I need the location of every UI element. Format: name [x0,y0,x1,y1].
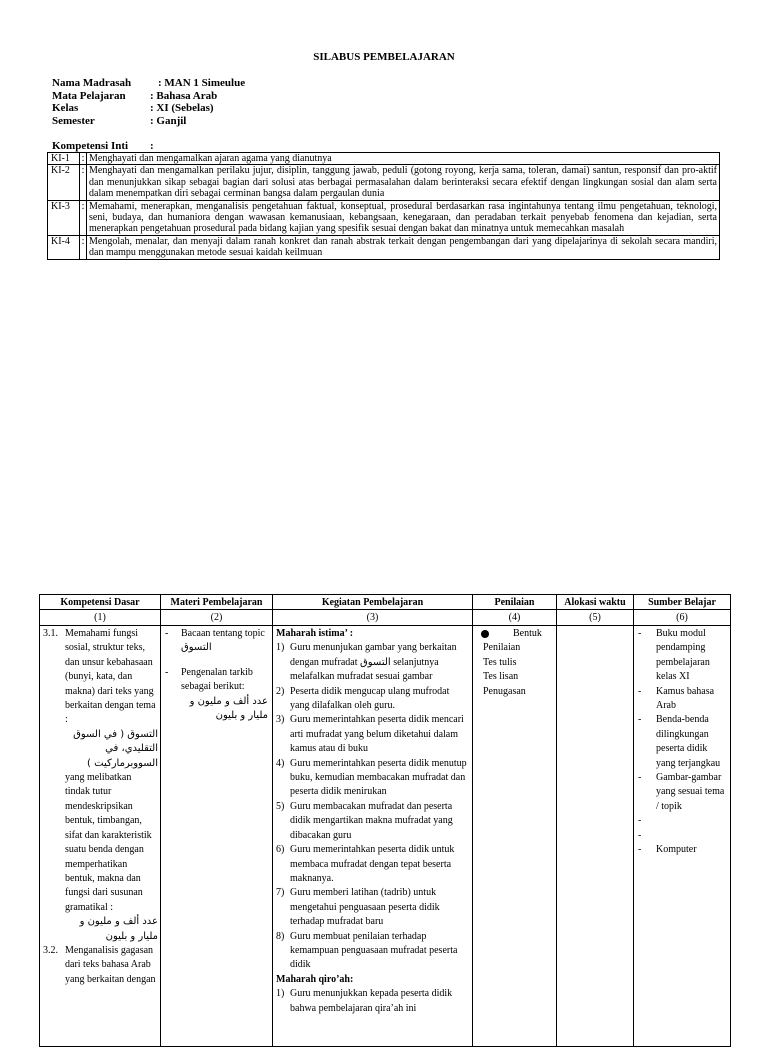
kd-item [43,627,158,944]
step-text: Guru menunjukan gambar yang berkaitan dengan mufradat التسوق selanjutnya melafalkan mufradat sesuai gambar [290,642,457,683]
materi-arabic: عدد ألف و مليون و مليار و بليون [189,695,268,722]
column-number: (5) [557,610,634,626]
ki-text: Menghayati dan mengamalkan perilaku jujur, disiplin, tanggung jawab, peduli (gotong royong, kerja sama, toleran, damai) santun, responsif dan pro-aktif dan menunjukkan sikap sebagai bagian dari solusi atas berbagai permasalahan dalam berinteraksi secara efektif dengan lingkungan sosial dan alam serta dalam menempatkan diri sebagai cerminan bangsa dalam pergaulan dunia [87,165,720,200]
step-text: Guru menunjukkan kepada peserta didik bahwa pembelajaran qira’ah ini [290,988,453,1014]
materi-text: Bacaan tentang topic [181,628,265,639]
kegiatan-step [276,800,468,843]
step-number: 8) [276,930,285,942]
kegiatan-step [276,713,468,756]
kompetensi-dasar-cell [40,626,161,1047]
step-number: 3) [276,714,285,726]
materi-text: Pengenalan tarkib sebagai berikut: [181,666,253,693]
step-text: Guru memerintahkan peserta didik untuk membaca mufradat dengan tepat beserta maknanya. [290,844,455,884]
ki-heading [52,140,154,152]
ki-heading-label: Kompetensi Inti [52,140,129,152]
identity-row-madrasah [52,77,246,90]
ki-code: KI-3 [48,200,80,235]
column-number-row [40,610,731,626]
ki-text: Menghayati dan mengamalkan ajaran agama yang dianutnya [87,153,720,165]
sumber-text: Komputer [656,844,697,856]
kegiatan-step [276,757,468,800]
kegiatan-step [276,685,468,714]
sumber-text: Buku modul pendamping pembelajaran kelas XI [656,628,710,683]
kd-item [43,944,158,987]
step-text: Guru memerintahkan peserta didik menutup buku, kemudian membacakan mufradat dan peserta didik menirukan [290,757,467,798]
kd-number: 3.1. [43,628,58,639]
step-text: Guru membuat penilaian terhadap kemampuan penguasaan mufradat peserta didik [290,930,458,971]
kegiatan-step [276,987,468,1016]
kegiatan-step [276,641,468,684]
step-number: 1) [276,642,285,654]
penilaian-cell [473,626,557,1047]
step-text: Guru membacakan mufradat dan peserta didik mengartikan makna mufradat yang dibacakan guru [290,800,453,841]
sumber-text [656,814,726,828]
kd-arabic-theme: التسوق ( في السوق التقليدي، في السووبرماركيت ) [73,728,158,769]
sumber-text: Kamus bahasa Arab [656,685,715,712]
column-number: (4) [473,610,557,626]
silabus-table [39,594,731,1047]
kegiatan-step [276,886,468,929]
column-header: Sumber Belajar [634,595,731,610]
identity-row-semester [52,114,187,128]
step-number: 7) [276,887,285,899]
ki-separator: : [80,235,87,259]
penilaian-line: Tes lisan [483,671,519,683]
identity-block [52,77,246,127]
table-header-row [40,595,731,610]
column-header: Materi Pembelajaran [161,595,273,610]
kegiatan-cell [273,626,473,1047]
kegiatan-heading-istima: Maharah istima’ : [276,628,354,639]
kd-number: 3.2. [43,944,58,956]
column-header: Kegiatan Pembelajaran [273,595,473,610]
step-number: 2) [276,685,285,697]
sumber-dash: - [638,815,642,827]
ki-separator: : [80,200,87,235]
column-header: Penilaian [473,595,557,610]
materi-arabic: التسوق [181,642,212,654]
sumber-text [656,829,726,843]
kd-text: Memahami fungsi sosial, struktur teks, dan unsur kebahasaan (bunyi, kata, dan makna) dari teks yang berkaitan dengan tema : [65,628,156,726]
step-number: 6) [276,844,285,856]
sumber-item [638,685,726,714]
sumber-dash: - [638,628,642,639]
sumber-dash: - [638,685,642,697]
sumber-item [638,627,726,685]
identity-label: Mata Pelajaran [52,89,126,102]
page-title: SILABUS PEMBELAJARAN [313,51,455,63]
sumber-dash: - [638,714,642,726]
bullet-icon [481,630,489,638]
sumber-text: Gambar-gambar yang sesuai tema / topik [656,772,725,812]
step-text: Peserta didik mengucap ulang mufrodat yang dilafalkan oleh guru. [290,685,450,712]
penilaian-bullet-line [481,627,552,641]
ki-text: Mengolah, menalar, dan menyaji dalam ranah konkret dan ranah abstrak terkait dengan pengembangan dari yang dipelajarinya di sekolah secara mandiri, dan mampu menggunakan metode sesuai kaidah keilmuan [87,235,720,259]
identity-value: : Ganjil [150,114,187,127]
kegiatan-heading-qiroah: Maharah qiro’ah: [276,973,354,985]
kd-text-continued: yang melibatkan tindak tutur mendeskripsikan bentuk, timbangan, sifat dan karakteristik suatu benda dengan memperhatikan bentuk, makna dan fungsi dari susunan gramatikal : [65,772,152,913]
kd-text: Menganalisis gagasan dari teks bahasa Arab yang berkaitan dengan [65,944,156,985]
step-text: Guru memerintahkan peserta didik mencari arti mufradat yang belum diketahui dalam kamus atau di buku [290,714,464,755]
penilaian-text: Bentuk [513,628,542,639]
alokasi-waktu-cell [557,626,634,1047]
ki-heading-colon: : [150,140,154,152]
step-number: 4) [276,757,285,769]
identity-value: : Bahasa Arab [150,89,218,102]
column-header: Kompetensi Dasar [40,595,161,610]
materi-item [165,666,268,724]
ki-separator: : [80,153,87,165]
penilaian-line: Penilaian [483,642,521,654]
ki-code: KI-4 [48,235,80,259]
column-number: (6) [634,610,731,626]
sumber-item [638,829,726,843]
identity-label: Nama Madrasah [52,77,132,89]
ki-row [48,153,720,165]
ki-code: KI-1 [48,153,80,165]
materi-dash: - [165,628,169,639]
column-number: (3) [273,610,473,626]
ki-row [48,235,720,259]
penilaian-line: Tes tulis [483,656,517,668]
kd-arabic-grammar: عدد ألف و مليون و مليار و بليون [79,916,158,942]
identity-row-kelas [52,102,214,115]
ki-row [48,165,720,200]
sumber-text: Benda-benda dilingkungan peserta didik yang terjangkau [656,714,721,769]
ki-text: Memahami, menerapkan, menganalisis pengetahuan faktual, konseptual, prosedural berdasarkan rasa ingintahunya tentang ilmu pengetahuan, teknologi, seni, budaya, dan humaniora dengan wawasan kemanusiaan, kebangsaan, kenegaraan, dan peradaban terkait penyebab fenomena dan kejadian, serta menerapkan pengetahuan prosedural pada bidang kajian yang spesifik sesuai dengan bakat dan minatnya untuk memecahkan masalah [87,200,720,235]
sumber-dash: - [638,844,642,856]
step-number: 5) [276,800,285,812]
identity-value: : MAN 1 Simeulue [158,77,246,89]
sumber-belajar-cell [634,626,731,1047]
step-number: 1) [276,988,285,1000]
sumber-item [638,814,726,828]
ki-separator: : [80,165,87,200]
identity-value: : XI (Sebelas) [150,102,214,114]
kegiatan-step [276,930,468,973]
penilaian-line: Penugasan [483,685,526,697]
sumber-item [638,843,726,857]
column-number: (1) [40,610,161,626]
sumber-dash: - [638,829,642,841]
materi-dash: - [165,666,169,678]
sumber-item [638,771,726,814]
identity-label: Kelas [52,102,79,114]
ki-code: KI-2 [48,165,80,200]
kompetensi-inti-table [47,152,720,260]
step-text: Guru memberi latihan (tadrib) untuk mengetahui penguasaan peserta didik terhadap mufradat baru [290,887,440,928]
sumber-dash: - [638,772,642,784]
table-row [40,626,731,1047]
column-number: (2) [161,610,273,626]
sumber-item [638,713,726,771]
materi-item [165,627,268,656]
ki-row [48,200,720,235]
kegiatan-step [276,843,468,886]
column-header: Alokasi waktu [557,595,634,610]
identity-label: Semester [52,114,95,127]
identity-row-mapel [52,89,218,103]
materi-cell [161,626,273,1047]
